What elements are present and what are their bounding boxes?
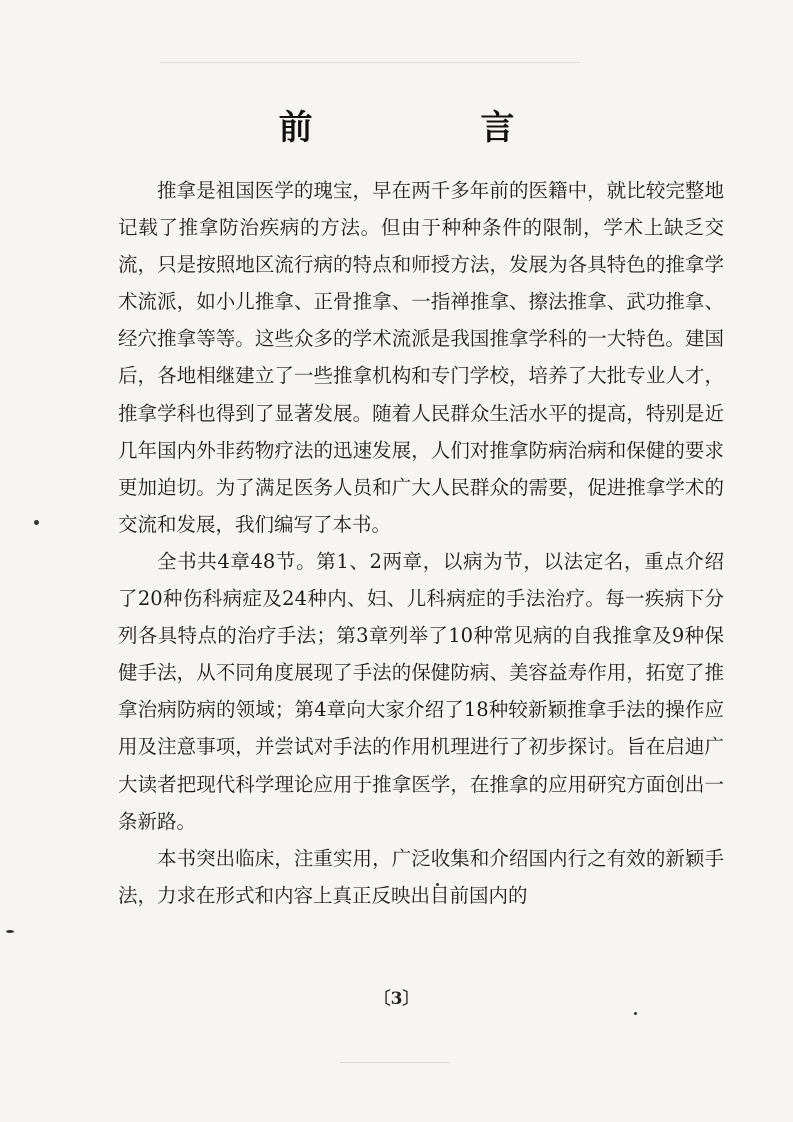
scan-speck: [634, 1012, 637, 1015]
scan-artifact-top: [160, 62, 580, 63]
scan-speck: [6, 930, 14, 933]
scan-artifact-bottom: [340, 1062, 450, 1063]
scan-speck: [34, 520, 39, 525]
paragraph-1: 推拿是祖国医学的瑰宝，早在两千多年前的医籍中，就比较完整地记载了推拿防治疾病的方法。但由于种种条件的限制，学术上缺乏交流，只是按照地区流行病的特点和师授方法，发展为各具特色的推拿学术流派，如小儿推拿、正骨推拿、一指禅推拿、擦法推拿、武功推拿、经穴推拿等等。这些众多的学术流派是我国推拿学科的一大特色。建国后，各地相继建立了一些推拿机构和专门学校，培养了大批专业人才，推拿学科也得到了显著发展。随着人民群众生活水平的提高，特别是近几年国内外非药物疗法的迅速发展，人们对推拿防病治病和保健的要求更加迫切。为了满足医务人员和广大人民群众的需要，促进推拿学术的交流和发展，我们编写了本书。: [118, 179, 724, 536]
paragraph-2: 全书共4章48节。第1、2两章，以病为节，以法定名，重点介绍了20种伤科病症及24种内、妇、儿科病症的手法治疗。每一疾病下分列各具特点的治疗手法；第3章列举了10种常见病的自我推拿及9种保健手法，从不同角度展现了手法的保健防病、美容益寿作用，拓宽了推拿治病防病的领域；第4章向大家介绍了18种较新颖推拿手法的操作应用及注意事项，并尝试对手法的作用机理进行了初步探讨。旨在启迪广大读者把现代科学理论应用于推拿医学，在推拿的应用研究方面创出一条新路。: [118, 549, 724, 833]
paragraph-3: 本书突出临床，注重实用，广泛收集和介绍国内行之有效的新颖手法，力求在形式和内容上真正反映出目前国内的: [118, 846, 724, 907]
body-text: [118, 172, 724, 914]
page-title: 前 言: [278, 108, 593, 148]
page-number: 〔3〕: [373, 989, 420, 1009]
